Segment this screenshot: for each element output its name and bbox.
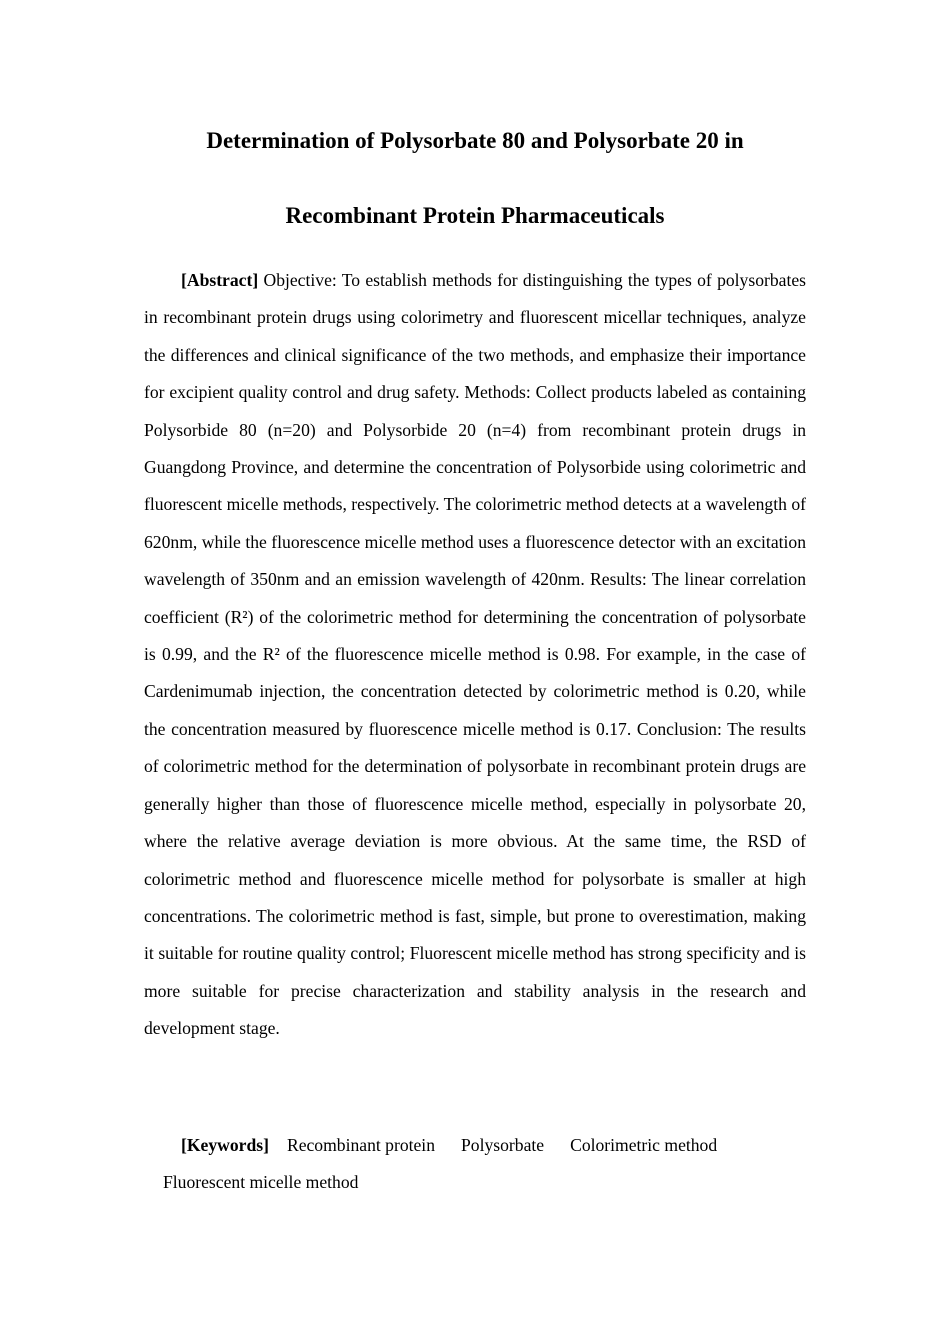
keywords-section <box>144 1127 806 1201</box>
paper-title-line-2: Recombinant Protein Pharmaceuticals <box>285 203 665 228</box>
keywords-row-2 <box>144 1164 806 1201</box>
keywords-label: [Keywords] <box>181 1135 269 1155</box>
abstract-label: [Abstract] <box>181 270 259 290</box>
keyword-item: Recombinant protein <box>286 1135 435 1155</box>
keyword-item: Colorimetric method <box>570 1135 718 1155</box>
keyword-item: Fluorescent micelle method <box>163 1172 359 1192</box>
keywords-row-1 <box>144 1127 806 1164</box>
keyword-item: Polysorbate <box>461 1135 545 1155</box>
abstract-paragraph <box>144 262 806 1048</box>
paper-title-line-1: Determination of Polysorbate 80 and Polysorbate 20 in <box>206 128 744 153</box>
abstract-text: Objective: To establish methods for distinguishing the types of polysorbates in recombinant protein drugs using colorimetry and fluorescent micellar techniques, analyze the differences and clinical significance of the two methods, and emphasize their importance for excipient quality control and drug safety. Methods: Collect products labeled as containing Polysorbide 80 (n=20) and Polysorbide 20 (n=4) from recombinant protein drugs in Guangdong Province, and determine the concentration of Polysorbide using colorimetric and fluorescent micelle methods, respectively. The colorimetric method detects at a wavelength of 620nm, while the fluorescence micelle method uses a fluorescence detector with an excitation wavelength of 350nm and an emission wavelength of 420nm. Results: The linear correlation coefficient (R²) of the colorimetric method for determining the concentration of polysorbate is 0.99, and the R² of the fluorescence micelle method is 0.98. For example, in the case of Cardenimumab injection, the concentration detected by colorimetric method is 0.20, while the concentration measured by fluorescence micelle method is 0.17. Conclusion: The results of colorimetric method for the determination of polysorbate in recombinant protein drugs are generally higher than those of fluorescence micelle method, especially in polysorbate 20, where the relative average deviation is more obvious. At the same time, the RSD of colorimetric method and fluorescence micelle method for polysorbate is smaller at high concentrations. The colorimetric method is fast, simple, but prone to overestimation, making it suitable for routine quality control; Fluorescent micelle method has strong specificity and is more suitable for precise characterization and stability analysis in the research and development stage. <box>144 270 806 1039</box>
